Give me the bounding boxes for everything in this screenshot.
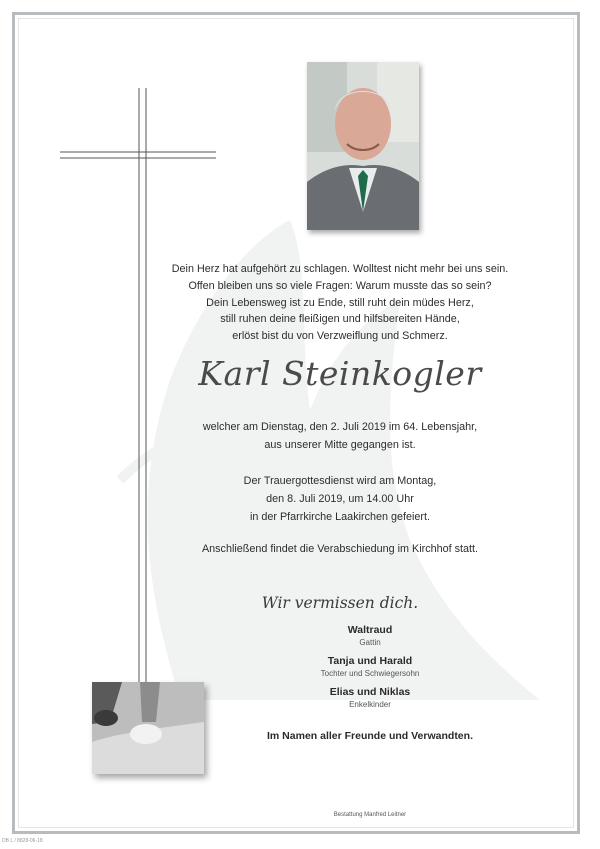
service-line: den 8. Juli 2019, um 14.00 Uhr <box>266 493 414 506</box>
mourner-entry <box>250 655 490 679</box>
poem <box>150 261 530 345</box>
poem-line: Dein Herz hat aufgehört zu schlagen. Wolltest nicht mehr bei uns sein. <box>171 263 509 275</box>
mourner-relation: Tochter und Schwiegersohn <box>320 669 420 678</box>
mourner-name: Tanja und Harald <box>327 655 413 667</box>
mourner-relation: Enkelkinder <box>349 700 391 709</box>
poem-line: still ruhen deine fleißigen und hilfsbereiten Hände, <box>220 313 460 326</box>
undertaker-credit: Bestattung Manfred Leitner <box>333 812 407 818</box>
service-line: in der Pfarrkirche Laakirchen gefeiert. <box>249 511 431 524</box>
footer-code: DB L / 8828-06-18 <box>2 838 43 844</box>
service-line: Der Trauergottesdienst wird am Montag, <box>243 475 437 487</box>
farewell-info: Anschließend findet die Verabschiedung im Kirchhof statt. <box>201 543 479 555</box>
mourner-entry <box>250 686 490 710</box>
cross-symbol <box>60 88 220 708</box>
poem-line: erlöst bist du von Verzweiflung und Schmerz. <box>232 330 448 343</box>
footprint-photo <box>92 682 204 774</box>
deceased-name: Karl Steinkogler <box>198 354 482 393</box>
portrait-photo <box>307 62 419 230</box>
closing-line: Im Namen aller Freunde und Verwandten. <box>267 730 473 742</box>
death-notice-line: aus unserer Mitte gegangen ist. <box>264 439 416 452</box>
mourner-name: Elias und Niklas <box>329 686 411 698</box>
death-notice <box>150 418 530 454</box>
death-notice-line: welcher am Dienstag, den 2. Juli 2019 im 64. Lebensjahr, <box>202 421 478 433</box>
mourner-name: Waltraud <box>347 624 393 636</box>
poem-line: Offen bleiben uns so viele Fragen: Warum musste das so sein? <box>188 279 492 292</box>
poem-line: Dein Lebensweg ist zu Ende, still ruht dein müdes Herz, <box>206 296 474 309</box>
service-info <box>150 472 530 527</box>
miss-you-line: Wir vermissen dich. <box>261 594 419 612</box>
mourner-entry <box>250 624 490 648</box>
mourner-relation: Gattin <box>359 638 381 647</box>
